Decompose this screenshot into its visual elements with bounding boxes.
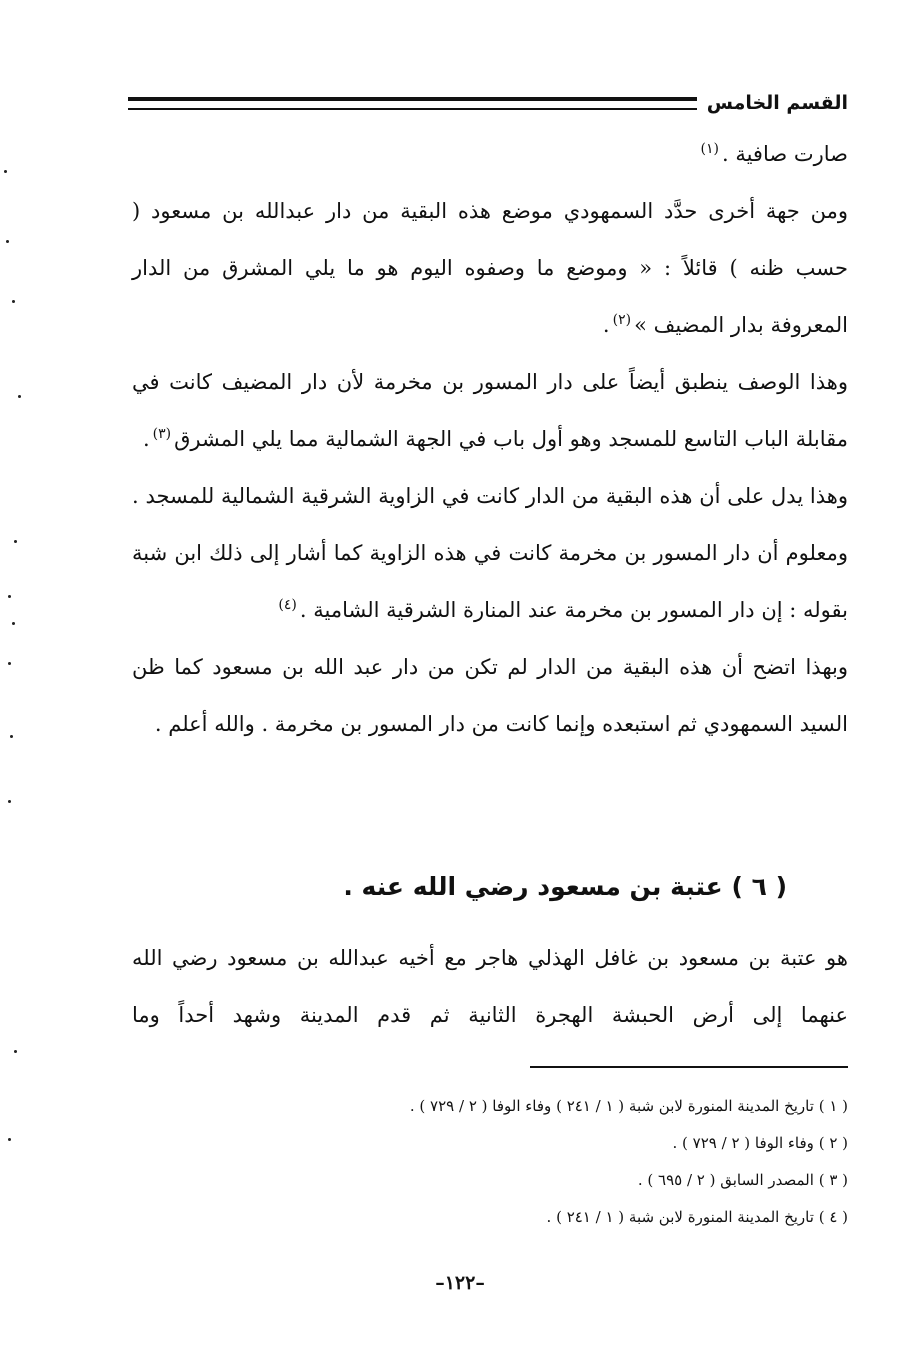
scan-speck	[6, 240, 9, 243]
footnote: ( ٤ ) تاريخ المدينة المنورة لابن شبة ( ١ / ٢٤١ ) .	[546, 1208, 848, 1226]
footnote: ( ٣ ) المصدر السابق ( ٢ / ٦٩٥ ) .	[637, 1171, 848, 1189]
footnote-reference: (١)	[700, 141, 719, 157]
scan-speck	[12, 300, 15, 303]
scan-speck	[14, 1050, 17, 1053]
section-text	[132, 930, 848, 1044]
paragraph: هو عتبة بن مسعود بن غافل الهذلي هاجر مع أخيه عبدالله بن مسعود رضي الله عنهما إلى أرض الحبشة الهجرة الثانية ثم قدم المدينة وشهد أحداً وما	[132, 946, 848, 1027]
paragraph: صارت صافية .$^{(١)}$	[132, 126, 848, 183]
page-number: –١٢٢–	[435, 1272, 485, 1294]
scan-speck	[12, 622, 15, 625]
footnote-divider	[530, 1066, 848, 1068]
footnote: ( ١ ) تاريخ المدينة المنورة لابن شبة ( ١ / ٢٤١ ) وفاء الوفا ( ٢ / ٧٢٩ ) .	[409, 1097, 848, 1115]
paragraph: وهذا الوصف ينطبق أيضاً على دار المسور بن مخرمة لأن دار المضيف كانت في مقابلة الباب التاسع للمسجد وهو أول باب في الجهة الشمالية مما يلي المشرق$^{(٣)}$.	[132, 370, 848, 451]
section-heading: ( ٦ ) عتبة بن مسعود رضي الله عنه .	[343, 872, 787, 901]
scan-speck	[10, 735, 13, 738]
scan-speck	[14, 540, 17, 543]
paragraph: وبهذا اتضح أن هذه البقية من الدار لم تكن من دار عبد الله بن مسعود كما ظن السيد السمهودي ثم استبعده وإنما كانت من دار المسور بن مخرمة . والله أعلم .	[132, 655, 848, 736]
main-text	[132, 126, 848, 753]
footnote-reference: (٢)	[612, 312, 632, 328]
section-name: القسم الخامس	[706, 92, 848, 114]
scan-speck	[8, 800, 11, 803]
scan-speck	[18, 395, 21, 398]
footnote-reference: (٤)	[278, 597, 297, 613]
scan-speck	[8, 662, 11, 665]
running-header	[128, 86, 848, 120]
scan-speck	[8, 1138, 11, 1141]
footnote: ( ٢ ) وفاء الوفا ( ٢ / ٧٢٩ ) .	[672, 1134, 848, 1152]
footnote-reference: (٣)	[152, 426, 172, 442]
scan-speck	[8, 595, 11, 598]
paragraph: وهذا يدل على أن هذه البقية من الدار كانت في الزاوية الشرقية الشمالية للمسجد . ومعلوم أن دار المسور بن مخرمة كانت في هذه الزاوية كما أشار إلى ذلك ابن شبة بقوله : إن دار المسور بن مخرمة عند المنارة الشرقية الشامية .$^{(٤)}$	[132, 484, 848, 622]
scan-speck	[4, 170, 7, 173]
header-rule	[128, 97, 697, 110]
footnotes	[300, 1088, 848, 1236]
paragraph: ومن جهة أخرى حدَّد السمهودي موضع هذه البقية من دار عبدالله بن مسعود ( حسب ظنه ) قائلاً : « وموضع ما وصفوه اليوم هو ما يلي المشرق من الدار المعروفة بدار المضيف »$^{(٢)}$.	[132, 199, 848, 337]
